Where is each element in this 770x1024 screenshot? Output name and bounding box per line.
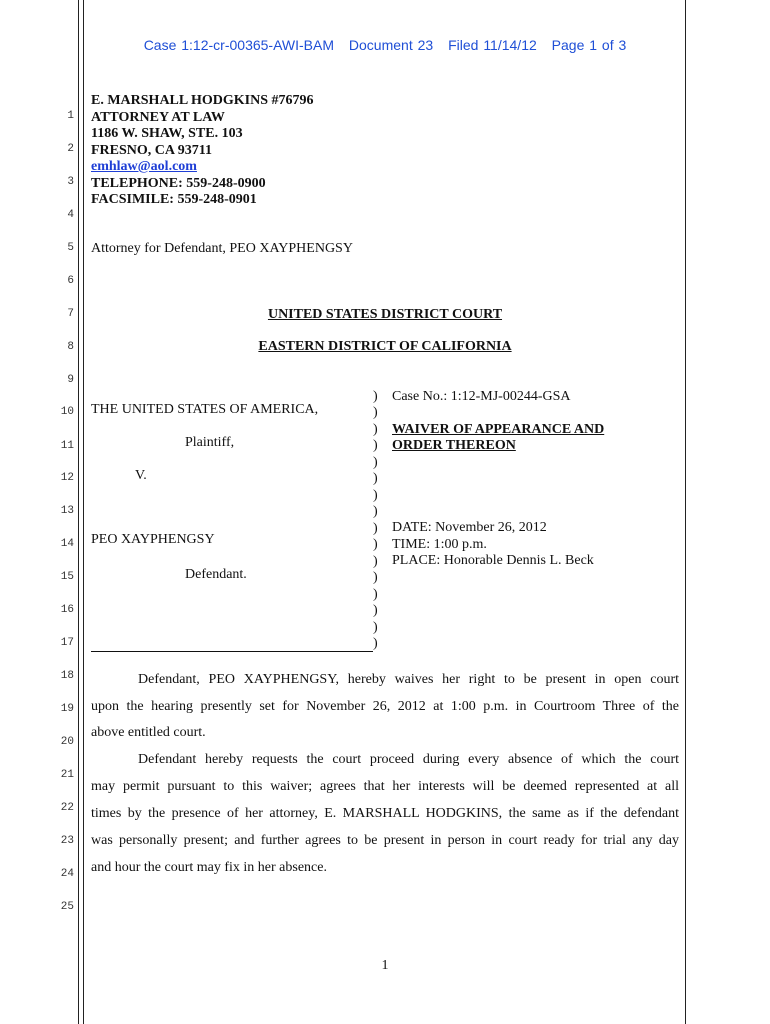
body-paragraph-2-line-5: and hour the court may fix in her absence. bbox=[91, 860, 327, 875]
line-number: 17 bbox=[60, 637, 74, 649]
hearing-time: TIME: 1:00 p.m. bbox=[392, 537, 487, 552]
versus: V. bbox=[135, 468, 147, 483]
left-margin-rule bbox=[78, 0, 79, 1024]
caption-paren: ) bbox=[373, 471, 378, 486]
line-number: 13 bbox=[60, 505, 74, 517]
caption-paren: ) bbox=[373, 504, 378, 519]
line-number: 22 bbox=[60, 802, 74, 814]
line-number: 24 bbox=[60, 868, 74, 880]
attorney-city: FRESNO, CA 93711 bbox=[91, 142, 212, 158]
body-paragraph-2-line-2: may permit pursuant to this waiver; agrees that her interests will be deemed represented at all bbox=[91, 779, 679, 794]
right-margin-rule bbox=[685, 0, 686, 1024]
page-number: 1 bbox=[381, 958, 389, 973]
attorney-telephone: TELEPHONE: 559-248-0900 bbox=[91, 175, 266, 191]
line-number: 14 bbox=[60, 538, 74, 550]
attorney-name: E. MARSHALL HODGKINS #76796 bbox=[91, 93, 314, 108]
body-paragraph-1-line-2: upon the hearing presently set for November 26, 2012 at 1:00 p.m. in Courtroom Three of the bbox=[91, 699, 679, 714]
hearing-date: DATE: November 26, 2012 bbox=[392, 520, 547, 535]
caption-paren: ) bbox=[373, 570, 378, 585]
case-number: Case No.: 1:12-MJ-00244-GSA bbox=[392, 389, 571, 404]
line-number: 6 bbox=[67, 275, 74, 287]
plaintiff-name: THE UNITED STATES OF AMERICA, bbox=[91, 402, 319, 417]
caption-paren: ) bbox=[373, 603, 378, 618]
caption-paren: ) bbox=[373, 455, 378, 470]
caption-paren: ) bbox=[373, 537, 378, 552]
line-number: 2 bbox=[67, 143, 74, 155]
attorney-for-line: Attorney for Defendant, PEO XAYPHENGSY bbox=[91, 241, 353, 256]
caption-paren: ) bbox=[373, 620, 378, 635]
line-number: 3 bbox=[67, 176, 74, 188]
caption-paren: ) bbox=[373, 521, 378, 536]
attorney-block bbox=[91, 93, 313, 209]
ecf-header bbox=[0, 37, 770, 53]
caption-paren: ) bbox=[373, 488, 378, 503]
caption-paren: ) bbox=[373, 636, 378, 651]
line-number: 19 bbox=[60, 703, 74, 715]
caption-paren: ) bbox=[373, 438, 378, 453]
line-number: 7 bbox=[67, 308, 74, 320]
filed-date-header: Filed 11/14/12 bbox=[448, 37, 537, 53]
left-margin-rule-inner bbox=[83, 0, 84, 1024]
line-number: 20 bbox=[60, 736, 74, 748]
line-number: 12 bbox=[60, 472, 74, 484]
line-number: 9 bbox=[67, 374, 74, 386]
attorney-address: 1186 W. SHAW, STE. 103 bbox=[91, 126, 243, 141]
line-number: 18 bbox=[60, 670, 74, 682]
defendant-role: Defendant. bbox=[185, 567, 247, 582]
caption-paren: ) bbox=[373, 389, 378, 404]
line-number: 15 bbox=[60, 571, 74, 583]
caption-paren: ) bbox=[373, 554, 378, 569]
body-paragraph-1-line-3: above entitled court. bbox=[91, 725, 206, 740]
line-number: 23 bbox=[60, 835, 74, 847]
body-paragraph-2-line-3: times by the presence of her attorney, E. MARSHALL HODGKINS, the same as if the defendant bbox=[91, 806, 679, 821]
body-paragraph-2-line-4: was personally present; and further agrees to be present in person in court ready for trial any day bbox=[91, 833, 679, 848]
line-number: 11 bbox=[60, 440, 74, 452]
court-district: EASTERN DISTRICT OF CALIFORNIA bbox=[258, 339, 512, 354]
attorney-title: ATTORNEY AT LAW bbox=[91, 109, 225, 125]
hearing-place: PLACE: Honorable Dennis L. Beck bbox=[392, 553, 594, 568]
body-paragraph-2-line-1: Defendant hereby requests the court proceed during every absence of which the court bbox=[138, 752, 679, 767]
plaintiff-role: Plaintiff, bbox=[185, 435, 235, 450]
line-number: 5 bbox=[67, 242, 74, 254]
caption-paren: ) bbox=[373, 422, 378, 437]
line-number: 4 bbox=[67, 209, 74, 221]
attorney-email-link[interactable]: emhlaw@aol.com bbox=[91, 159, 197, 174]
caption-paren: ) bbox=[373, 587, 378, 602]
line-number: 1 bbox=[67, 110, 74, 122]
line-number: 25 bbox=[60, 901, 74, 913]
case-number-header: Case 1:12-cr-00365-AWI-BAM bbox=[143, 37, 335, 53]
document-title-line2: ORDER THEREON bbox=[392, 438, 516, 453]
line-number: 8 bbox=[67, 341, 74, 353]
line-number: 21 bbox=[60, 769, 74, 781]
body-paragraph-1-line-1: Defendant, PEO XAYPHENGSY, hereby waives her right to be present in open court bbox=[138, 672, 679, 687]
page-count-header: Page 1 of 3 bbox=[551, 37, 627, 53]
line-number: 10 bbox=[60, 406, 74, 418]
court-name: UNITED STATES DISTRICT COURT bbox=[267, 307, 503, 322]
defendant-name: PEO XAYPHENGSY bbox=[91, 532, 215, 547]
caption-paren: ) bbox=[373, 405, 378, 420]
line-number: 16 bbox=[60, 604, 74, 616]
document-title-line1: WAIVER OF APPEARANCE AND bbox=[392, 422, 605, 437]
caption-underline bbox=[91, 651, 373, 652]
document-number-header: Document 23 bbox=[348, 37, 434, 53]
attorney-facsimile: FACSIMILE: 559-248-0901 bbox=[91, 192, 257, 207]
